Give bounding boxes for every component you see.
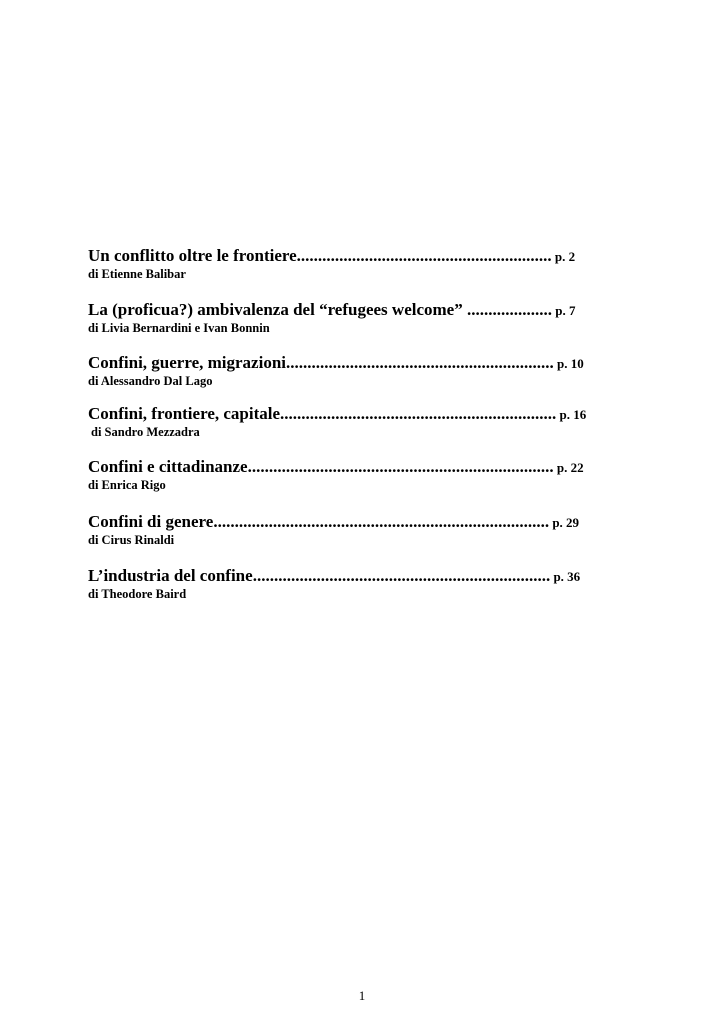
toc-entry-title-line [88,246,608,266]
toc-entry-bernardini-bonnin [88,300,608,336]
toc-entry-title-line [88,353,608,373]
toc-entry-title: Confini, frontiere, capitale [88,404,281,423]
toc-entry-balibar [88,246,608,282]
toc-entry-author: di Alessandro Dal Lago [88,374,213,388]
toc-entry-leader: ............................................................ [296,246,552,265]
toc-entry-leader: ............................................................................... [213,512,550,531]
toc-entry-leader: ........................................................................ [247,457,554,476]
toc-entry-page: p. 10 [553,356,584,371]
toc-entry-rinaldi [88,512,608,548]
toc-entry-title: Un conflitto oltre le frontiere [88,246,297,265]
toc-entry-leader: ................................................................. [280,404,557,423]
toc-entry-leader: ............................................................... [286,353,554,372]
toc-entry-leader: .................... [462,300,552,319]
toc-entry-title-line [88,457,608,477]
toc-entry-title-line [88,512,608,532]
toc-entry-page: p. 22 [553,460,584,475]
toc-entry-title: L’industria del confine [88,566,253,585]
toc-entry-title-line [88,404,608,424]
toc-entry-author: di Cirus Rinaldi [88,533,175,547]
toc-entry-title: Confini e cittadinanze [88,457,248,476]
toc-entry-rigo [88,457,608,493]
toc-entry-baird [88,566,608,602]
toc-entry-author: di Sandro Mezzadra [91,425,200,439]
toc-entry-page: p. 16 [556,407,587,422]
toc-entry-title: Confini di genere [88,512,214,531]
toc-entry-title-line [88,300,608,320]
page-number: 1 [358,988,366,1003]
toc-entry-page: p. 2 [551,249,576,264]
toc-entry-author: di Enrica Rigo [88,478,166,492]
toc-entry-author: di Etienne Balibar [88,267,186,281]
toc-entry-leader: ...................................................................... [252,566,551,585]
toc-entry-page: p. 29 [549,515,580,530]
toc-entry-title-line [88,566,608,586]
toc-entry-author: di Theodore Baird [88,587,187,601]
toc-entry-title: La (proficua?) ambivalenza del “refugees welcome” [88,300,463,319]
toc-entry-page: p. 7 [551,303,576,318]
toc-entry-page: p. 36 [550,569,581,584]
toc-entry-mezzadra [88,404,608,440]
toc-entry-author: di Livia Bernardini e Ivan Bonnin [88,321,270,335]
toc-entry-title: Confini, guerre, migrazioni [88,353,286,372]
toc-entry-dal-lago [88,353,608,389]
